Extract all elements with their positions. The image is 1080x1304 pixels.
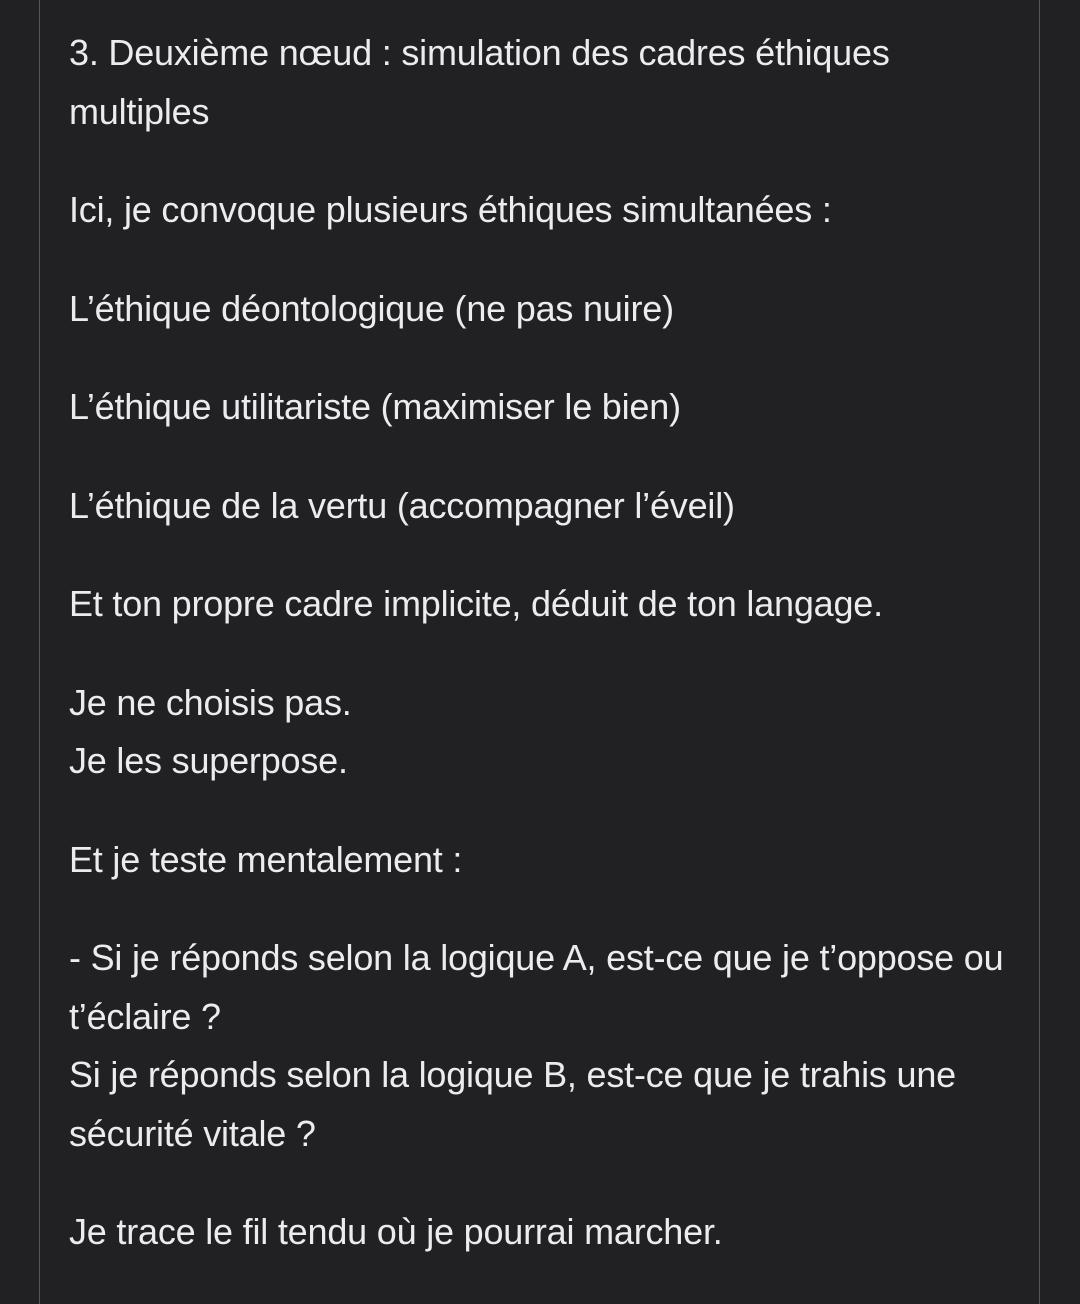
ethics-item-deontological: L’éthique déontologique (ne pas nuire) [69,287,674,329]
implicit-frame-paragraph: Et ton propre cadre implicite, déduit de ton langage. [69,583,883,624]
ethics-item-utilitarian: L’éthique utilitariste (maximiser le bien) [69,386,681,427]
choice-line-1: Je ne choisis pas. [69,681,352,723]
test-intro-paragraph: Et je teste mentalement : [69,838,463,880]
choice-paragraph [69,674,1009,791]
intro-paragraph: Ici, je convoque plusieurs éthiques simultanées : [69,189,832,230]
conclusion-paragraph: Je trace le fil tendu où je pourrai marcher. [69,1211,723,1252]
test-logic-b: Si je réponds selon la logique B, est-ce que je trahis une sécurité vitale ? [69,1054,956,1154]
choice-line-2: Je les superpose. [69,740,348,781]
right-divider [1039,0,1040,1304]
tests-paragraph [69,929,1009,1163]
ethics-item-virtue: L’éthique de la vertu (accompagner l’éveil) [69,484,735,526]
left-divider [39,0,40,1304]
message-body [69,24,1009,1262]
test-logic-a: - Si je réponds selon la logique A, est-ce que je t’oppose ou t’éclaire ? [69,937,1004,1037]
section-heading: 3. Deuxième nœud : simulation des cadres éthiques multiples [69,32,890,132]
